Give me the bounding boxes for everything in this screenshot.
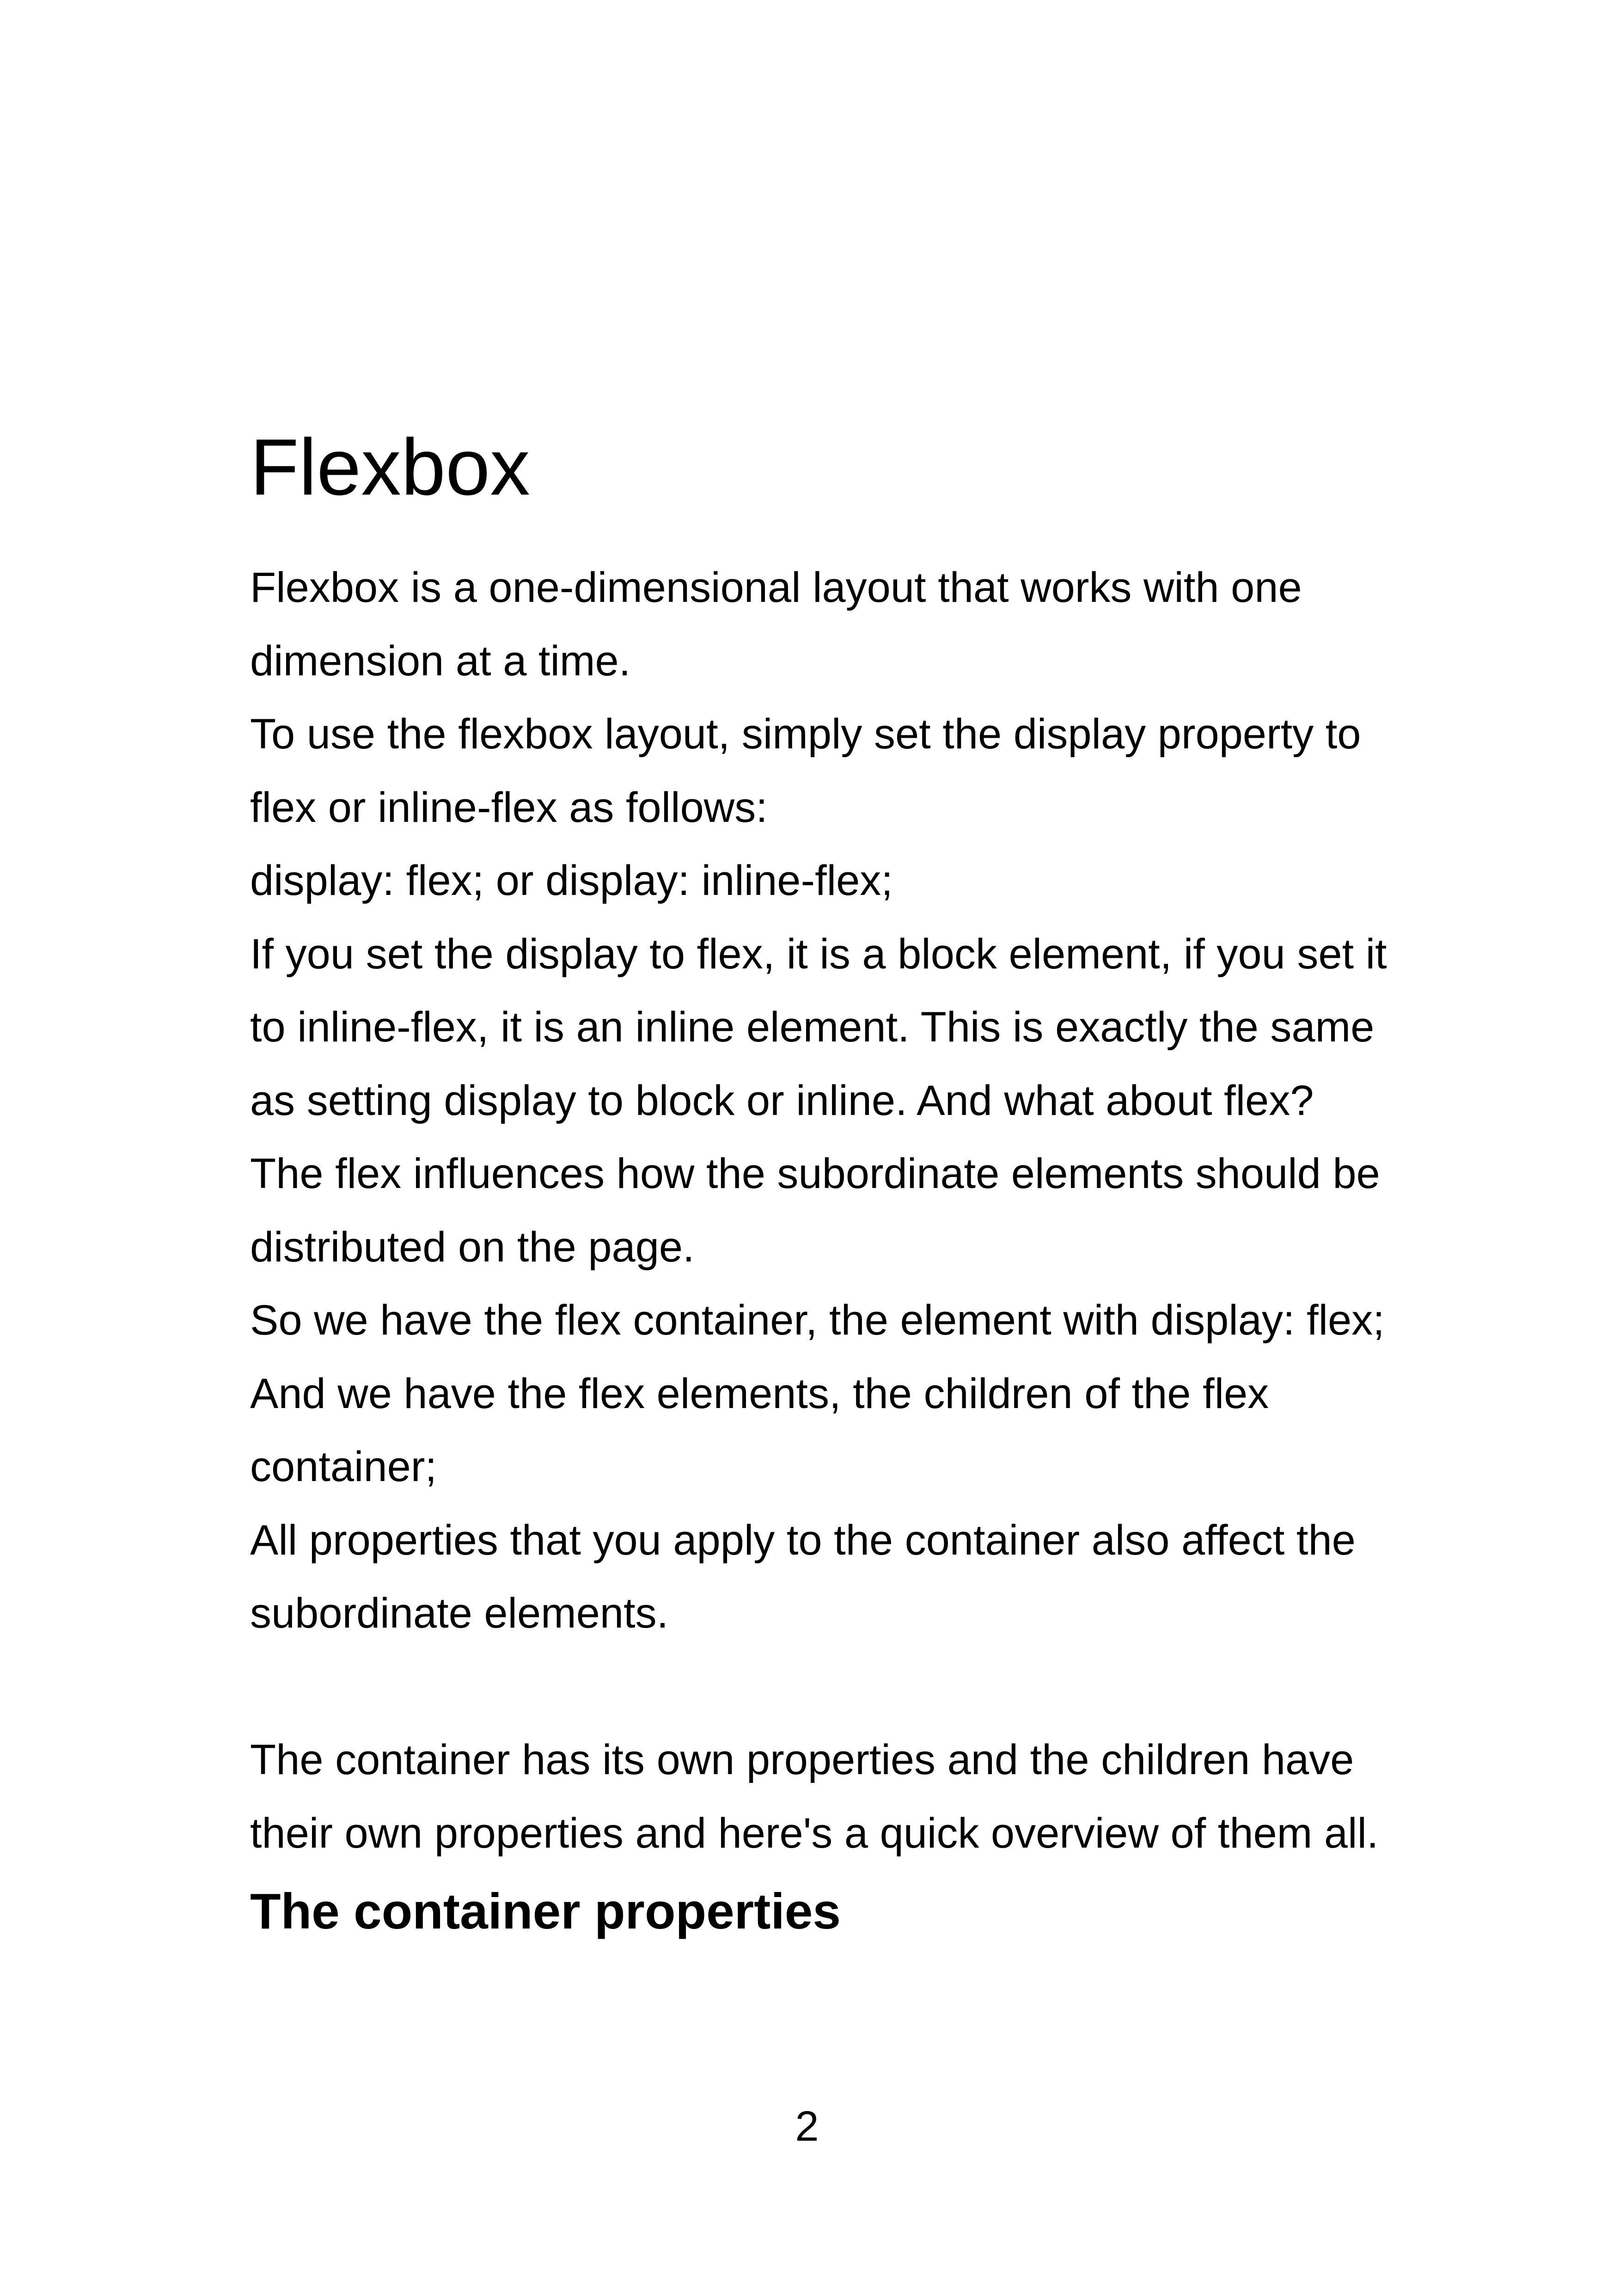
- paragraph-line: their own properties and here's a quick overview of them all.: [250, 1809, 1379, 1857]
- paragraph-line: dimension at a time.: [250, 637, 631, 685]
- paragraph-line: container;: [250, 1443, 437, 1490]
- paragraph-line: Flexbox is a one-dimensional layout that works with one: [250, 564, 1302, 611]
- paragraph-line: flex or inline-flex as follows:: [250, 784, 768, 831]
- page-content: [250, 407, 1433, 1953]
- paragraph-line: as setting display to block or inline. And what about flex?: [250, 1077, 1314, 1124]
- paragraph-line: To use the flexbox layout, simply set the display property to: [250, 710, 1361, 758]
- paragraph-line: display: flex; or display: inline-flex;: [250, 857, 893, 904]
- page-number: 2: [795, 2103, 819, 2150]
- paragraph-line: All properties that you apply to the container also affect the: [250, 1516, 1356, 1564]
- paragraph-line: to inline-flex, it is an inline element. This is exactly the same: [250, 1004, 1375, 1051]
- paragraph-line: The container has its own properties and the children have: [250, 1736, 1354, 1783]
- page-title: Flexbox: [250, 422, 530, 512]
- paragraph-line: subordinate elements.: [250, 1590, 669, 1637]
- paragraph-line: So we have the flex container, the element with display: flex;: [250, 1297, 1385, 1344]
- paragraph-line: And we have the flex elements, the children of the flex: [250, 1370, 1269, 1417]
- paragraph-spacer: [250, 1650, 1433, 1724]
- paragraph-line: The flex influences how the subordinate elements should be: [250, 1150, 1380, 1197]
- body-text: [250, 551, 1433, 1870]
- section-heading: The container properties: [250, 1883, 841, 1940]
- paragraph-line: If you set the display to flex, it is a block element, if you set it: [250, 930, 1387, 978]
- paragraph-line: distributed on the page.: [250, 1223, 695, 1271]
